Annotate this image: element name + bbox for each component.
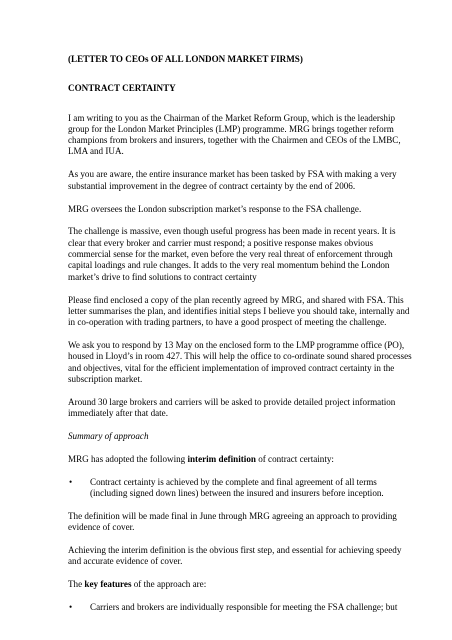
paragraph-brokers-carriers: Around 30 large brokers and carriers will be asked to provide detailed project information immediately after that date. [68, 396, 396, 419]
bullet-text: Contract certainty is achieved by the complete and final agreement of all terms (including signed down lines) between the insured and insurers before inception. [90, 476, 384, 499]
bullet-point-icon: • [69, 476, 73, 487]
bullet-carriers-brokers [68, 602, 412, 613]
paragraph-first-step: Achieving the interim definition is the obvious first step, and essential for achieving speedy and accurate evidence of cover. [68, 545, 402, 567]
addressee-line: (LETTER TO CEOs OF ALL LONDON MARKET FIRMS) [68, 54, 303, 64]
bold-key-features: key features [84, 579, 132, 590]
paragraph-intro: I am writing to you as the Chairman of the Market Reform Group, which is the leadership group for the London Market Principles (LMP) programme. MRG brings together reform champions from brokers and insurers, together with the Chairmen and CEOs of the LMBC, LMA and IUA. [68, 112, 401, 157]
bold-interim-definition: interim definition [187, 453, 256, 464]
paragraph-key-features: The key features of the approach are: [68, 579, 207, 590]
paragraph-interim-definition: MRG has adopted the following interim definition of contract certainty: [68, 453, 334, 464]
bullet-definition [68, 477, 412, 500]
paragraph-fsa-task: As you are aware, the entire insurance market has been tasked by FSA with making a very substantial improvement in the degree of contract certainty by the end of 2006. [68, 169, 397, 191]
paragraph-mrg-oversees: MRG oversees the London subscription market’s response to the FSA challenge. [68, 203, 362, 214]
section-heading-summary: Summary of approach [68, 430, 149, 441]
bullet-text: Carriers and brokers are individually responsible for meeting the FSA challenge; but [90, 602, 398, 613]
bullet-point-icon: • [69, 602, 73, 613]
paragraph-plan-enclosed: Please find enclosed a copy of the plan recently agreed by MRG, and shared with FSA. This letter summarises the plan, and identifies initial steps I believe you should take, internally and in co-operation with trading partners, to have a good prospect of meeting the challenge. [68, 294, 410, 328]
subject-heading: CONTRACT CERTAINTY [68, 83, 176, 94]
paragraph-challenge: The challenge is massive, even though useful progress has been made in recent years. It is clear that every broker and carrier must respond; a positive response makes obvious commercial sense for the market, even before the very real threat of enforcement through capital loadings and rule changes. It adds to the very real momentum behind the London market’s drive to find solutions to contract certainty [68, 226, 396, 282]
paragraph-definition-final: The definition will be made final in June through MRG agreeing an approach to providing evidence of cover. [68, 510, 397, 533]
paragraph-respond-request: We ask you to respond by 13 May on the enclosed form to the LMP programme office (PO), housed in Lloyd’s in room 427. This will help the office to co-ordinate sound shared processes and objectives, vital for the efficient implementation of improved contract certainty in the subscription market. [68, 340, 412, 384]
